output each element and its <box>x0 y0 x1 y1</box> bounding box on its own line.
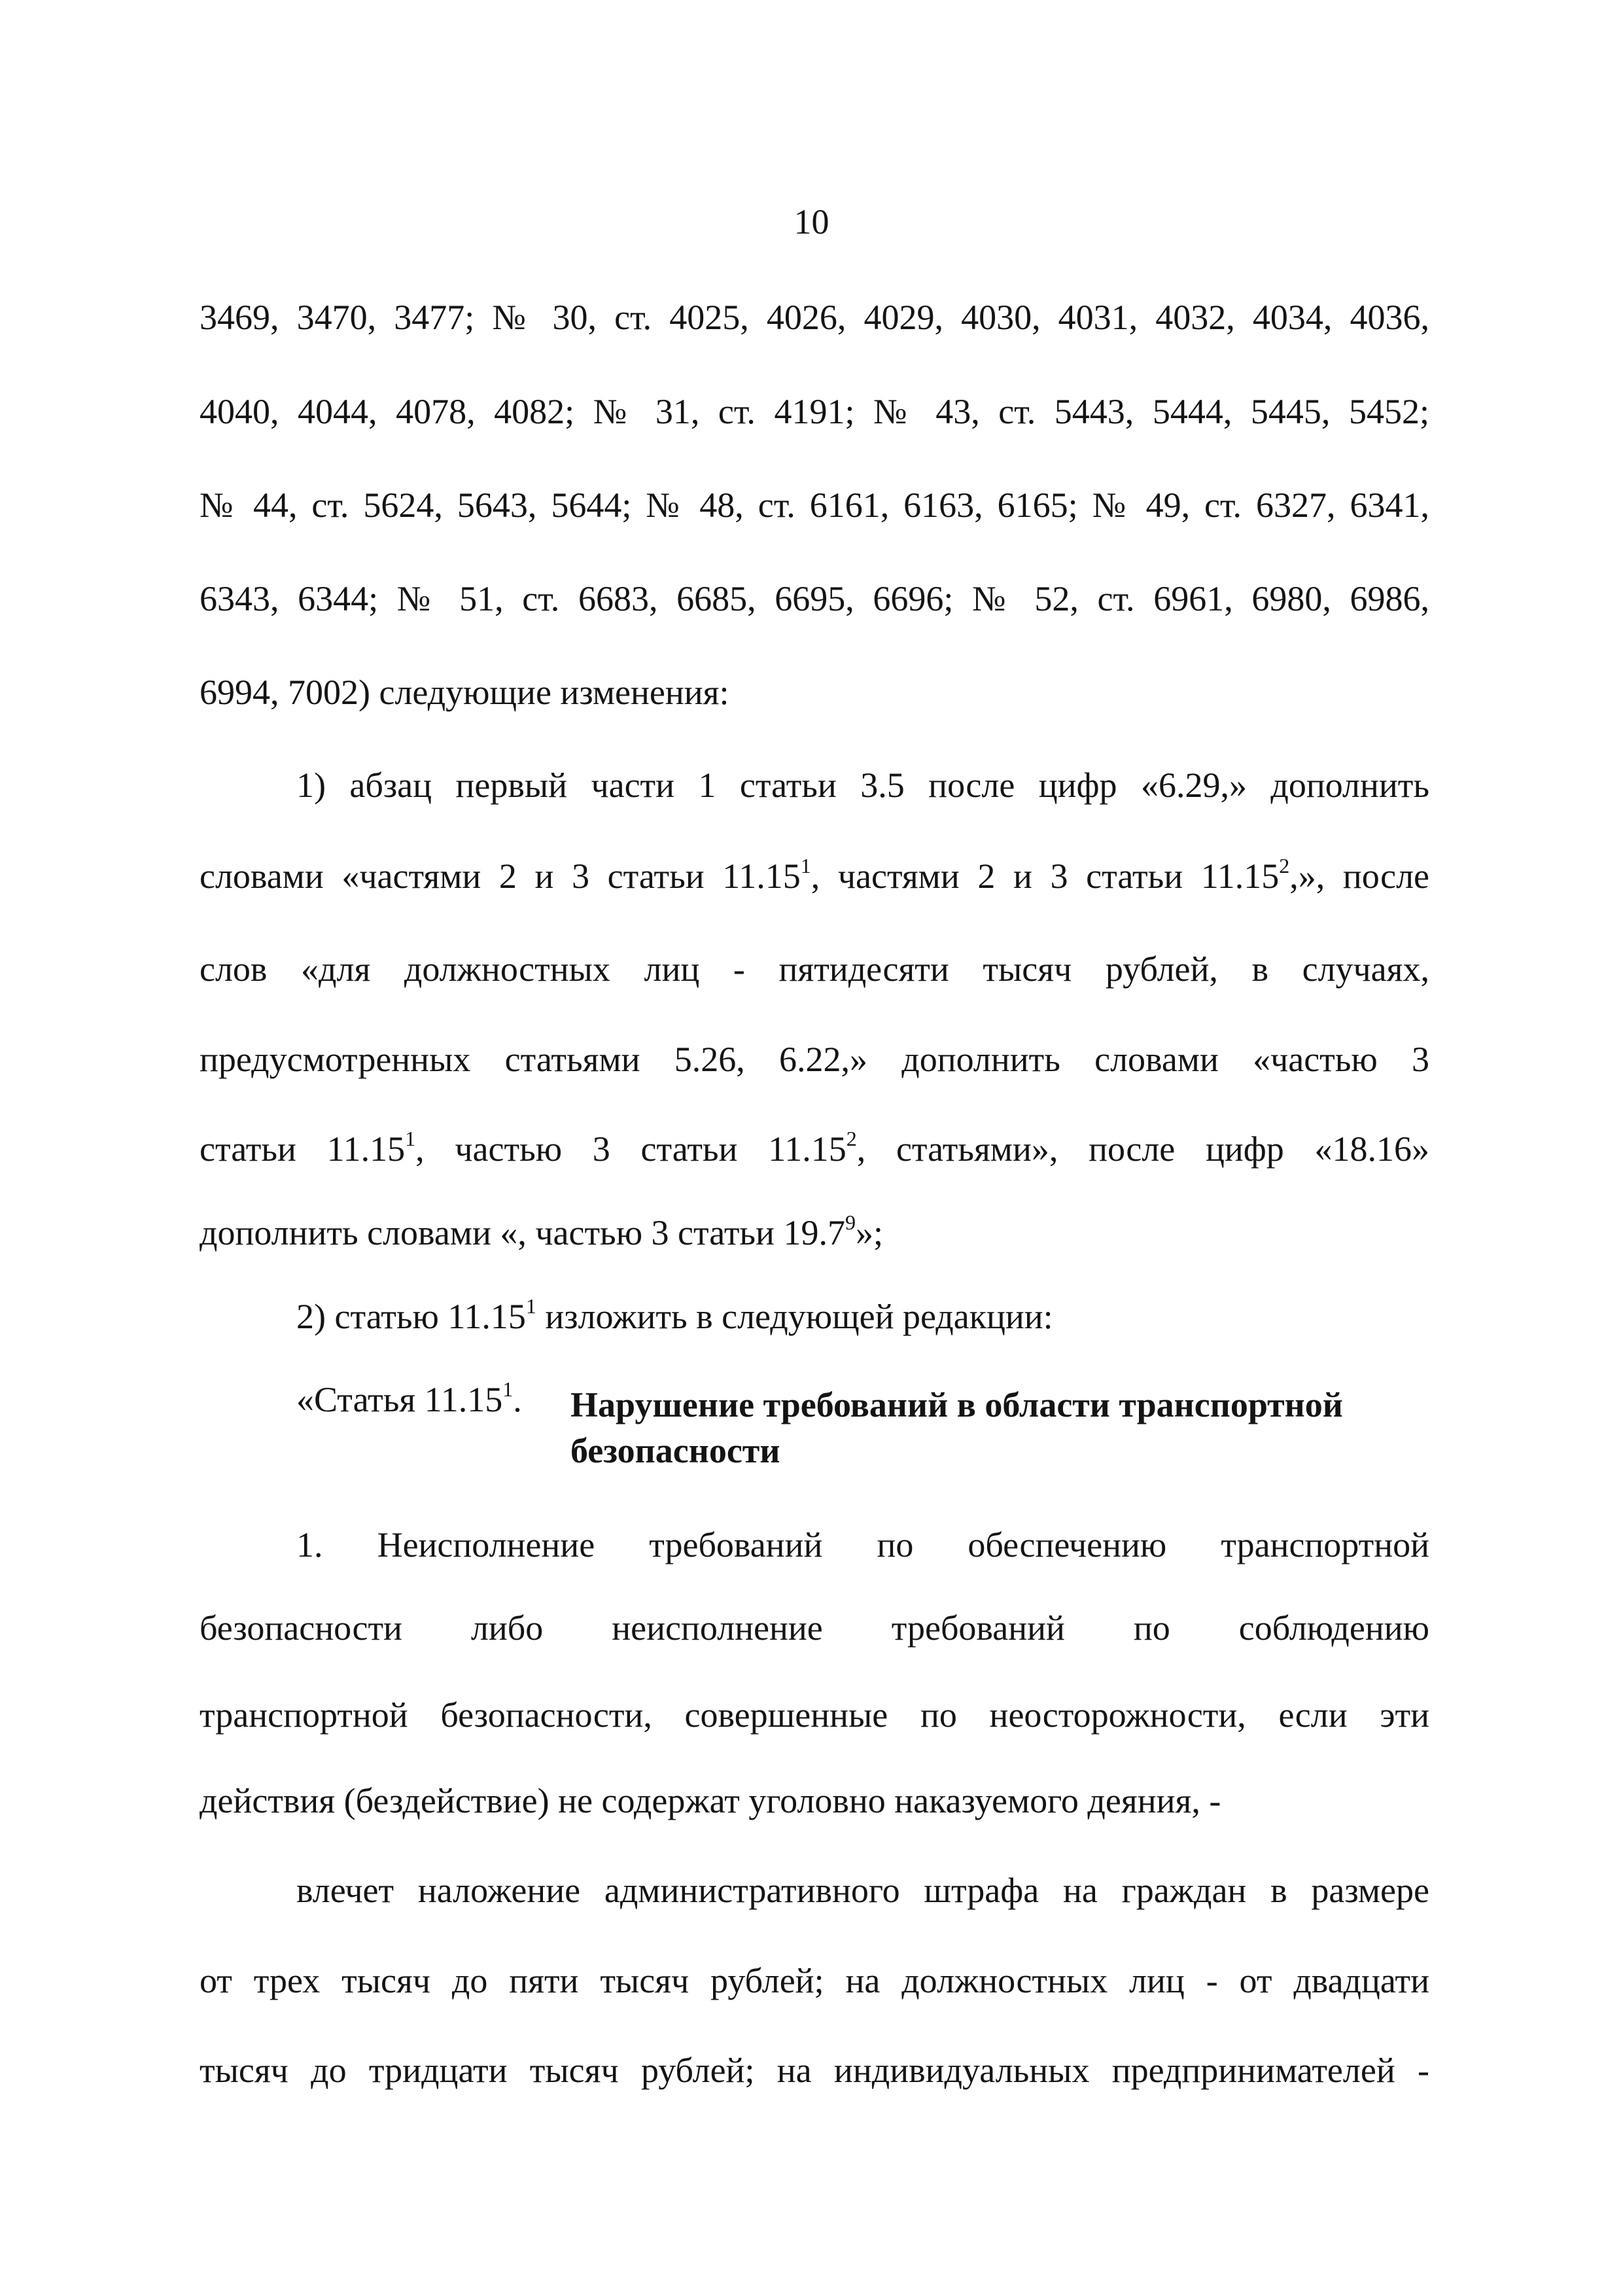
part-1-sanction-line-2: от трех тысяч до пяти тысяч рублей; на должностных лиц - от двадцати <box>200 1961 1429 2000</box>
text-line-5: 6994, 7002) следующие изменения: <box>200 673 729 712</box>
text-line-2: 4040, 4044, 4078, 4082; № 31, ст. 4191; № 43, ст. 5443, 5444, 5445, 5452; <box>200 392 1429 431</box>
text-segment: статьи 11.15 <box>200 1129 406 1169</box>
text-line-4: 6343, 6344; № 51, ст. 6683, 6685, 6695, 6696; № 52, ст. 6961, 6980, 6986, <box>200 579 1429 618</box>
article-heading-title: Нарушение требований в области транспортной безопасности <box>570 1385 1343 1470</box>
part-1-line-2: безопасности либо неисполнение требований по соблюдению <box>200 1608 1429 1648</box>
text-segment: »; <box>855 1213 883 1252</box>
text-segment: дополнить словами «, частью 3 статьи 19.7 <box>200 1213 845 1252</box>
part-1-sanction-line-3: тысяч до тридцати тысяч рублей; на индивидуальных предпринимателей - <box>200 2051 1429 2090</box>
text-line-1: 3469, 3470, 3477; № 30, ст. 4025, 4026, 4029, 4030, 4031, 4032, 4034, 4036, <box>200 298 1429 337</box>
text-segment: «Статья 11.15 <box>296 1380 503 1419</box>
superscript: 2 <box>1279 854 1290 877</box>
text-segment: , частями 2 и 3 статьи 11.15 <box>811 857 1280 896</box>
item-1-line-1: 1) абзац первый части 1 статьи 3.5 после цифр «6.29,» дополнить <box>296 766 1429 805</box>
item-1-line-2 <box>200 854 1429 896</box>
page-number: 10 <box>794 202 829 241</box>
part-1-line-1: 1. Неисполнение требований по обеспечению транспортной <box>296 1525 1429 1564</box>
text-segment: словами «частями 2 и 3 статьи 11.15 <box>200 857 801 896</box>
text-segment: ,», после <box>1289 857 1429 896</box>
item-1-line-5 <box>200 1127 1430 1169</box>
superscript: 9 <box>845 1210 856 1234</box>
item-1-line-6 <box>200 1210 1429 1252</box>
part-1-sanction-line-1: влечет наложение административного штрафа на граждан в размере <box>296 1871 1429 1910</box>
part-1-line-4: действия (бездействие) не содержат уголовно наказуемого деяния, - <box>200 1781 1221 1820</box>
text-segment: изложить в следующей редакции: <box>536 1297 1053 1336</box>
text-segment: . <box>513 1380 522 1419</box>
text-line-3: № 44, ст. 5624, 5643, 5644; № 48, ст. 6161, 6163, 6165; № 49, ст. 6327, 6341, <box>200 486 1429 525</box>
text-segment: , частью 3 статьи 11.15 <box>415 1129 846 1169</box>
superscript: 1 <box>525 1294 536 1318</box>
superscript: 1 <box>800 854 811 877</box>
superscript: 1 <box>405 1127 416 1150</box>
text-segment: , статьями», после цифр «18.16» <box>856 1129 1430 1169</box>
item-1-line-3: слов «для должностных лиц - пятидесяти тысяч рублей, в случаях, <box>200 949 1429 989</box>
item-1-line-4: предусмотренных статьями 5.26, 6.22,» дополнить словами «частью 3 <box>200 1040 1429 1079</box>
superscript: 2 <box>846 1127 857 1150</box>
superscript: 1 <box>502 1377 514 1401</box>
text-segment: 2) статью 11.15 <box>296 1297 526 1336</box>
article-heading-label <box>296 1377 522 1419</box>
part-1-line-3: транспортной безопасности, совершенные по неосторожности, если эти <box>200 1695 1429 1735</box>
item-2-line <box>296 1294 1429 1336</box>
